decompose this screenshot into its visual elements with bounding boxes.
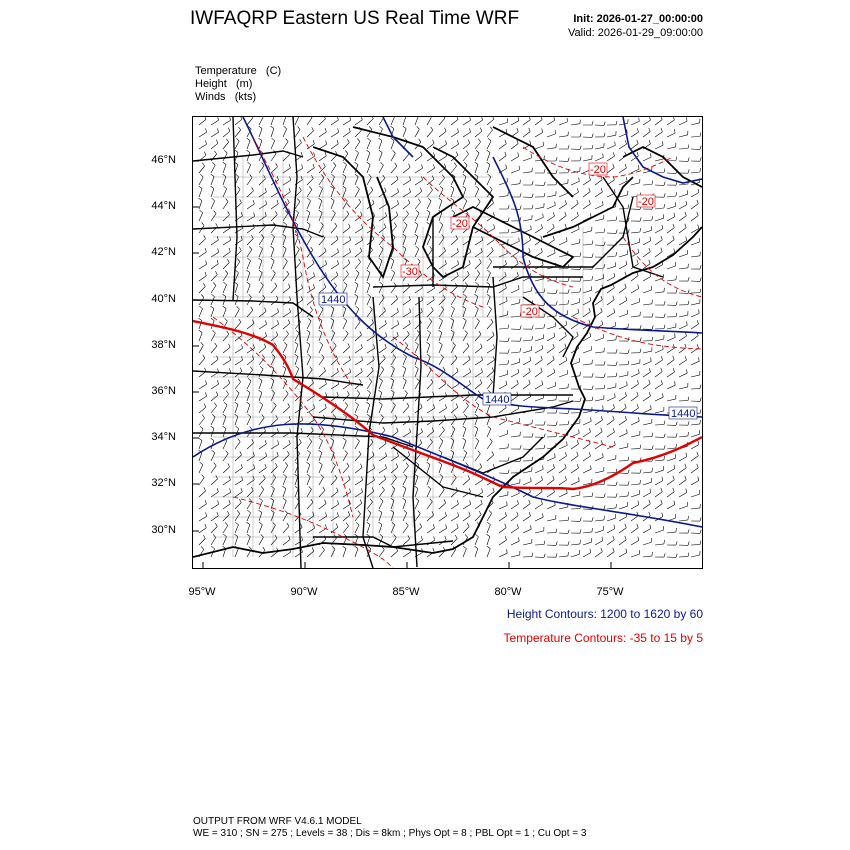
temp-label-3 xyxy=(401,265,419,278)
valid-time: Valid: 2026-01-29_09:00:00 xyxy=(568,27,703,39)
lat-tick: 40°N xyxy=(151,293,176,305)
field-temperature: Temperature (C) xyxy=(195,65,282,77)
model-name: OUTPUT FROM WRF V4.6.1 MODEL xyxy=(193,816,362,827)
field-height: Height (m) xyxy=(195,78,253,90)
lat-tick: 32°N xyxy=(151,477,176,489)
temp-label-2 xyxy=(451,217,469,230)
temp-label-text: -30 xyxy=(402,266,418,278)
lon-tick: 95°W xyxy=(188,586,216,598)
lat-tick: 36°N xyxy=(151,385,176,397)
freezing-line xyxy=(193,321,702,489)
height-contour-legend: Height Contours: 1200 to 1620 by 60 xyxy=(506,607,703,621)
height-contours xyxy=(193,117,702,527)
county-lines xyxy=(213,157,603,557)
temp-label-text: -20 xyxy=(452,218,468,230)
temp-label-4 xyxy=(521,305,539,318)
field-winds: Winds (kts) xyxy=(195,91,257,103)
height-label-1 xyxy=(319,293,347,306)
temp-label-5 xyxy=(637,195,655,208)
lat-tick: 42°N xyxy=(151,246,176,258)
height-label-text: 1440 xyxy=(321,294,346,306)
model-info xyxy=(193,816,586,840)
init-time: Init: 2026-01-27_00:00:00 xyxy=(573,13,703,25)
temp-label-text: -20 xyxy=(522,306,538,318)
lon-tick: 75°W xyxy=(596,586,624,598)
weather-map xyxy=(192,116,703,569)
lon-tick: 80°W xyxy=(494,586,522,598)
height-label-text: 1440 xyxy=(671,408,696,420)
height-label-3 xyxy=(669,407,697,420)
lat-tick: 38°N xyxy=(151,339,176,351)
state-boundaries xyxy=(193,117,663,568)
contour-labels xyxy=(319,163,697,420)
lat-tick: 44°N xyxy=(151,200,176,212)
lat-tick: 46°N xyxy=(151,154,176,166)
lat-tick: 30°N xyxy=(151,524,176,536)
map-title: IWFAQRP Eastern US Real Time WRF xyxy=(190,8,520,29)
axis-ticks xyxy=(193,161,611,568)
height-label-2 xyxy=(483,393,511,406)
lon-tick: 85°W xyxy=(392,586,420,598)
temp-label-1 xyxy=(589,163,607,176)
height-label-text: 1440 xyxy=(485,394,510,406)
model-config: WE = 310 ; SN = 275 ; Levels = 38 ; Dis = 8km ; Phys Opt = 8 ; PBL Opt = 1 ; Cu Opt = 3 xyxy=(193,828,587,839)
temp-label-text: -20 xyxy=(590,164,606,176)
temperature-contour-legend: Temperature Contours: -35 to 15 by 5 xyxy=(503,631,703,645)
temp-label-text: -20 xyxy=(638,196,654,208)
field-list xyxy=(195,65,281,104)
lon-tick: 90°W xyxy=(290,586,318,598)
lat-tick: 34°N xyxy=(151,431,176,443)
